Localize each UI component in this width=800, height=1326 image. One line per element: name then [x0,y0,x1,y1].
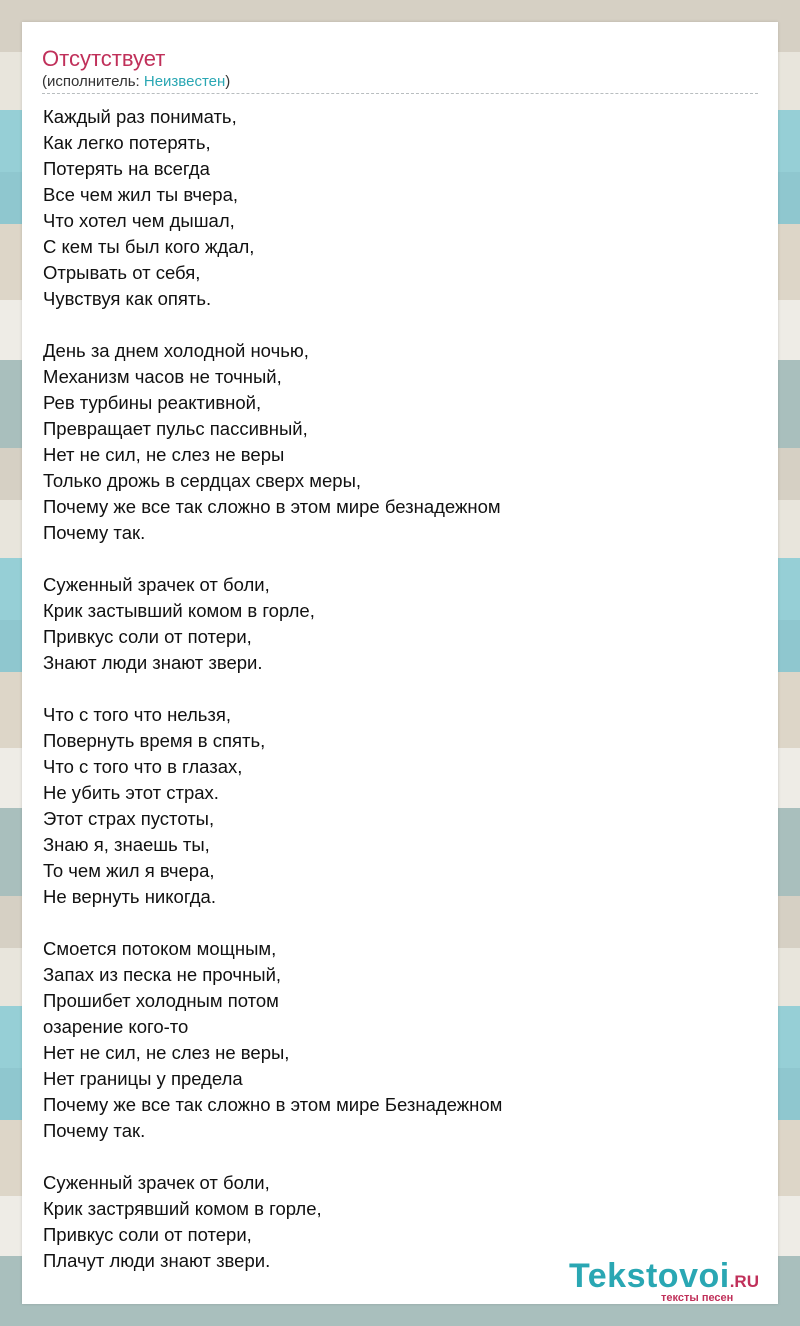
lyrics-line: Почему же все так сложно в этом мире безнадежном [43,496,501,517]
lyrics-line: Почему так. [43,1120,146,1141]
lyrics-line: Потерять на всегда [43,158,210,179]
lyrics-card [22,22,778,1304]
title-divider [42,93,758,94]
lyrics-line: Плачут люди знают звери. [43,1250,271,1271]
lyrics-line: С кем ты был кого ждал, [43,236,255,257]
lyrics-line: Знают люди знают звери. [43,652,263,673]
artist-prefix: (исполнитель: [42,73,144,90]
lyrics-line: Нет не сил, не слез не веры, [43,1042,290,1063]
lyrics-verse [43,936,502,1144]
site-logo[interactable] [569,1256,779,1306]
lyrics-line: Повернуть время в спять, [43,730,266,751]
lyrics-line: Превращает пульс пассивный, [43,418,308,439]
lyrics-line: То чем жил я вчера, [43,860,215,881]
lyrics-line: Нет не сил, не слез не веры [43,444,285,465]
lyrics-verse [43,572,502,676]
lyrics-line: Не убить этот страх. [43,782,219,803]
artist-link[interactable]: Неизвестен [143,73,226,90]
lyrics-line: Почему так. [43,522,146,543]
artist-line [42,73,230,91]
lyrics-line: Смоется потоком мощным, [43,938,277,959]
song-title: Отсутствует [42,46,166,71]
lyrics-line: озарение кого-то [43,1016,189,1037]
lyrics-line: Как легко потерять, [43,132,211,153]
lyrics-line: Прошибет холодным потом [43,990,279,1011]
lyrics-verse [43,702,502,910]
lyrics-line: Что с того что в глазах, [43,756,243,777]
logo-tagline: тексты песен [661,1292,734,1304]
lyrics-line: Механизм часов не точный, [43,366,282,387]
lyrics-line: Что с того что нельзя, [43,704,232,725]
lyrics-line: Крик застывший комом в горле, [43,600,315,621]
lyrics-line: Этот страх пустоты, [43,808,215,829]
lyrics-line: Крик застрявший комом в горле, [43,1198,322,1219]
lyrics-line: Чувствуя как опять. [43,288,212,309]
artist-suffix: ) [225,73,231,90]
lyrics-line: Почему же все так сложно в этом мире Безнадежном [43,1094,503,1115]
lyrics-line: Только дрожь в сердцах сверх меры, [43,470,362,491]
lyrics-line: Отрывать от себя, [43,262,201,283]
lyrics-verse [43,338,502,546]
lyrics-line: Все чем жил ты вчера, [43,184,238,205]
lyrics-line: Привкус соли от потери, [43,1224,252,1245]
lyrics-line: Нет границы у предела [43,1068,243,1089]
lyrics-line: Каждый раз понимать, [43,106,237,127]
lyrics-line: Привкус соли от потери, [43,626,252,647]
lyrics-verse [43,104,502,312]
lyrics-line: Что хотел чем дышал, [43,210,235,231]
lyrics-line: Суженный зрачек от боли, [43,574,270,595]
lyrics-line: Знаю я, знаешь ты, [43,834,210,855]
lyrics-line: Не вернуть никогда. [43,886,216,907]
lyrics-line: Рев турбины реактивной, [43,392,262,413]
lyrics-line: День за днем холодной ночью, [43,340,309,361]
lyrics-text [43,104,502,1300]
logo-name: Tekstovoi [569,1257,730,1295]
logo-tld: .RU [729,1272,759,1291]
lyrics-verse [43,1170,502,1274]
lyrics-line: Запах из песка не прочный, [43,964,282,985]
lyrics-line: Суженный зрачек от боли, [43,1172,270,1193]
